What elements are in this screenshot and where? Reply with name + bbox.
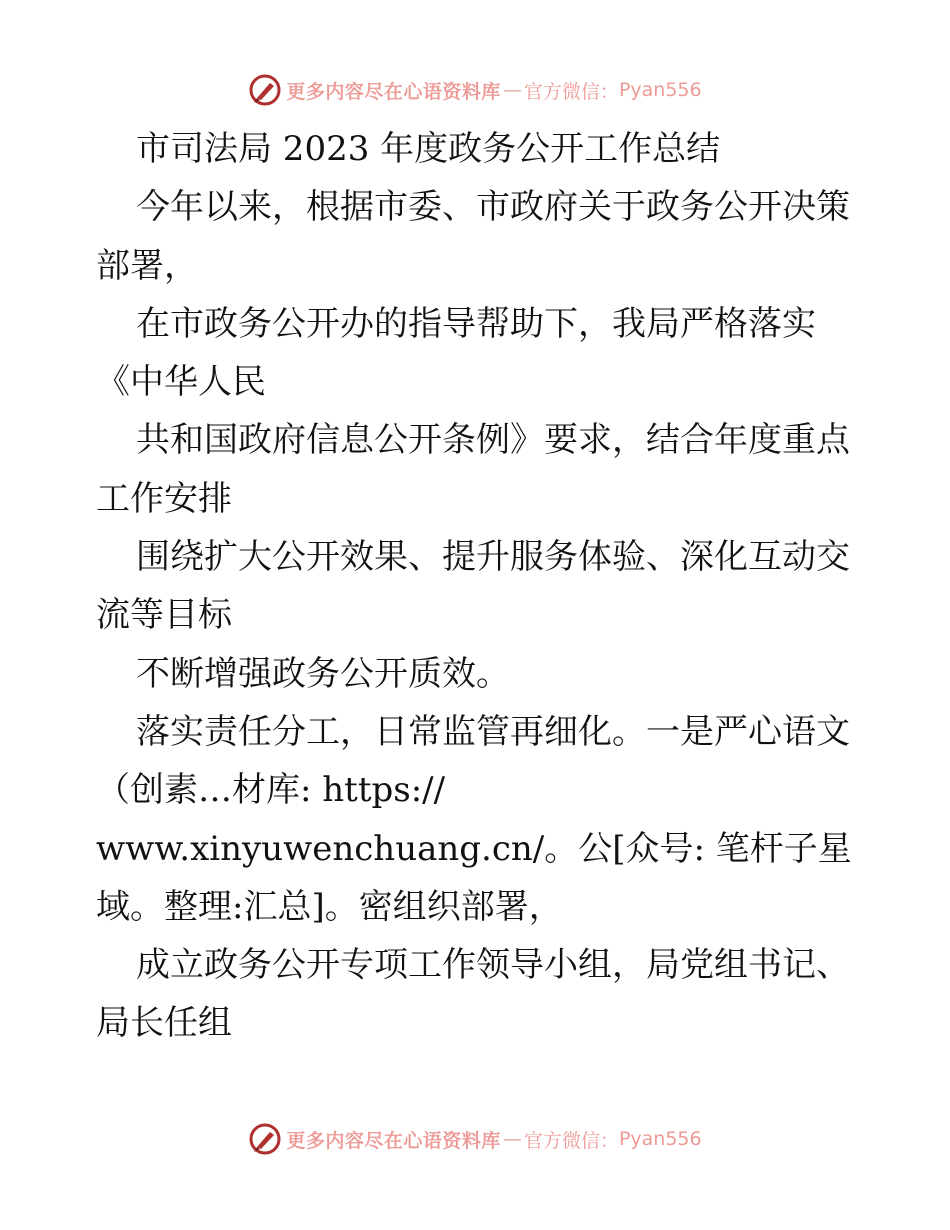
text-line: 域。整理:汇总]。密组织部署， bbox=[96, 886, 563, 927]
pen-logo-icon bbox=[248, 1122, 282, 1156]
text-line: 在市政务公开办的指导帮助下，我局严格落实 bbox=[136, 303, 816, 344]
text-line: 成立政务公开专项工作领导小组，局党组书记、 bbox=[136, 945, 850, 986]
watermark-sub-text: 官方微信： bbox=[523, 80, 619, 103]
document-body bbox=[96, 120, 866, 1053]
text-line: 《中华人民 bbox=[96, 362, 266, 403]
watermark-separator: — bbox=[502, 79, 522, 101]
watermark-wechat-id: Pyan556 bbox=[618, 79, 702, 101]
watermark-main-text: 更多内容尽在心语资料库 bbox=[286, 1129, 501, 1152]
text-line: （创素…材库: https:// bbox=[96, 770, 446, 811]
text-line: 工作安排 bbox=[96, 478, 232, 519]
pen-logo-icon bbox=[248, 73, 282, 107]
text-line: www.xinyuwenchuang.cn/。公[众号: 笔杆子星 bbox=[96, 828, 852, 869]
text-line: 部署， bbox=[96, 245, 198, 286]
watermark-sub-text: 官方微信： bbox=[523, 1129, 619, 1152]
text-line: 市司法局 2023 年度政务公开工作总结 bbox=[136, 129, 721, 169]
text-line: 今年以来，根据市委、市政府关于政务公开决策 bbox=[136, 187, 850, 228]
text-line: 不断增强政务公开质效。 bbox=[136, 653, 510, 694]
watermark-wechat-id: Pyan556 bbox=[618, 1128, 702, 1150]
footer-watermark bbox=[0, 1119, 950, 1159]
text-line: 流等目标 bbox=[96, 595, 232, 636]
watermark-separator: — bbox=[502, 1128, 522, 1150]
text-line: 局长任组 bbox=[96, 1003, 232, 1044]
header-watermark bbox=[0, 70, 950, 110]
text-line: 落实责任分工，日常监管再细化。一是严心语文 bbox=[136, 711, 850, 752]
text-line: 共和国政府信息公开条例》要求，结合年度重点 bbox=[136, 420, 850, 461]
text-line: 围绕扩大公开效果、提升服务体验、深化互动交 bbox=[136, 537, 850, 578]
watermark-main-text: 更多内容尽在心语资料库 bbox=[286, 80, 501, 103]
